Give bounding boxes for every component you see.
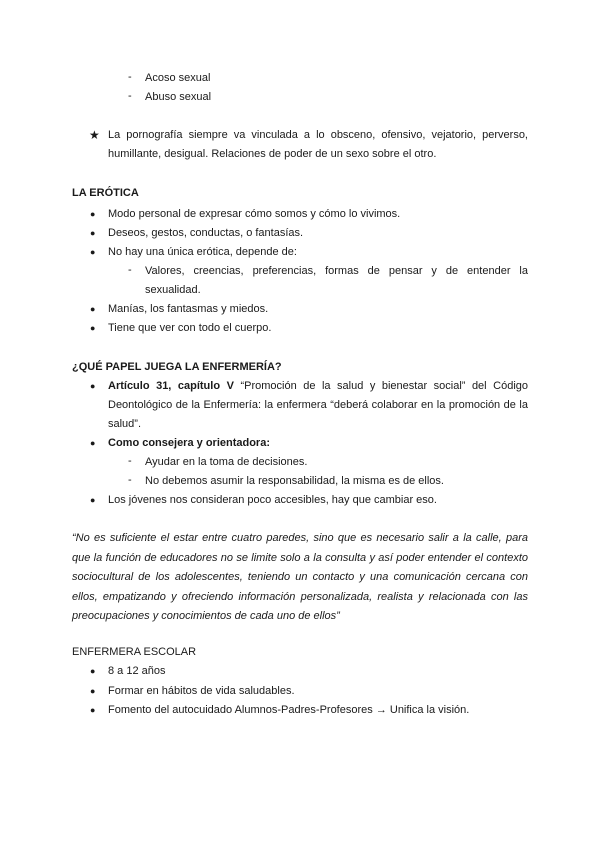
bullet-icon: ● [90, 247, 96, 257]
quote-paragraph: “No es suficiente el estar entre cuatro paredes, sino que es necesario salir a la calle, para que la función de educadores no se limite solo a la consulta y así poder entender el contexto sociocultural de los adolescentes, teniendo un contacto y una comunicación cercana con ellos, empatizando y ofreciendo información personalizada, realista y relacionada con las preocupaciones y conocimientos de cada uno de ellos” [72, 532, 528, 622]
section-heading-school: ENFERMERA ESCOLAR [72, 646, 197, 658]
bullet-icon: ● [90, 381, 96, 391]
list-item: Tiene que ver con todo el cuerpo. [108, 322, 272, 334]
star-bullet-icon: ★ [89, 128, 100, 142]
dash-item: Abuso sexual [145, 91, 212, 103]
list-item: Deseos, gestos, conductas, o fantasías. [108, 227, 304, 239]
section-heading-erotica: LA ERÓTICA [72, 187, 139, 199]
bullet-icon: ● [90, 495, 96, 505]
sub-list-item: No debemos asumir la responsabilidad, la misma es de ellos. [145, 475, 444, 487]
list-item: Modo personal de expresar cómo somos y cómo lo vivimos. [108, 208, 401, 220]
star-item-text: La pornografía siempre va vinculada a lo obsceno, ofensivo, vejatorio, perverso, humillante, desigual. Relaciones de poder de un sexo sobre el otro. [108, 129, 528, 160]
sub-list-item: Ayudar en la toma de decisiones. [145, 456, 308, 468]
list-item: No hay una única erótica, depende de: [108, 246, 297, 258]
sub-list-item: Valores, creencias, preferencias, formas de pensar y de entender la sexualidad. [145, 265, 528, 296]
article-reference: Artículo 31, capítulo V [108, 380, 234, 392]
dash-marker: - [128, 474, 132, 486]
dash-marker: - [128, 90, 132, 102]
bullet-icon: ● [90, 209, 96, 219]
bullet-icon: ● [90, 323, 96, 333]
list-item: Formar en hábitos de vida saludables. [108, 685, 295, 697]
list-item: 8 a 12 años [108, 665, 166, 677]
bullet-icon: ● [90, 304, 96, 314]
list-item: Manías, los fantasmas y miedos. [108, 303, 269, 315]
role-title: Como consejera y orientadora: [108, 437, 270, 449]
bullet-icon: ● [90, 438, 96, 448]
dash-marker: - [128, 264, 132, 276]
list-item-article [108, 377, 528, 434]
list-item: Fomento del autocuidado Alumnos-Padres-Profesores → Unifica la visión. [108, 704, 470, 716]
bullet-icon: ● [90, 686, 96, 696]
list-item [108, 436, 270, 450]
bullet-icon: ● [90, 705, 96, 715]
dash-marker: - [128, 71, 132, 83]
list-item: Los jóvenes nos consideran poco accesibles, hay que cambiar eso. [108, 494, 437, 506]
dash-marker: - [128, 455, 132, 467]
bullet-icon: ● [90, 666, 96, 676]
section-heading-nursing: ¿QUÉ PAPEL JUEGA LA ENFERMERÍA? [72, 361, 282, 373]
article-description: “Promoción de la salud y bienestar social” del Código Deontológico de la Enfermería: la enfermera “deberá colaborar en la promoción de la salud”. [108, 380, 528, 430]
bullet-icon: ● [90, 228, 96, 238]
dash-item: Acoso sexual [145, 72, 211, 84]
